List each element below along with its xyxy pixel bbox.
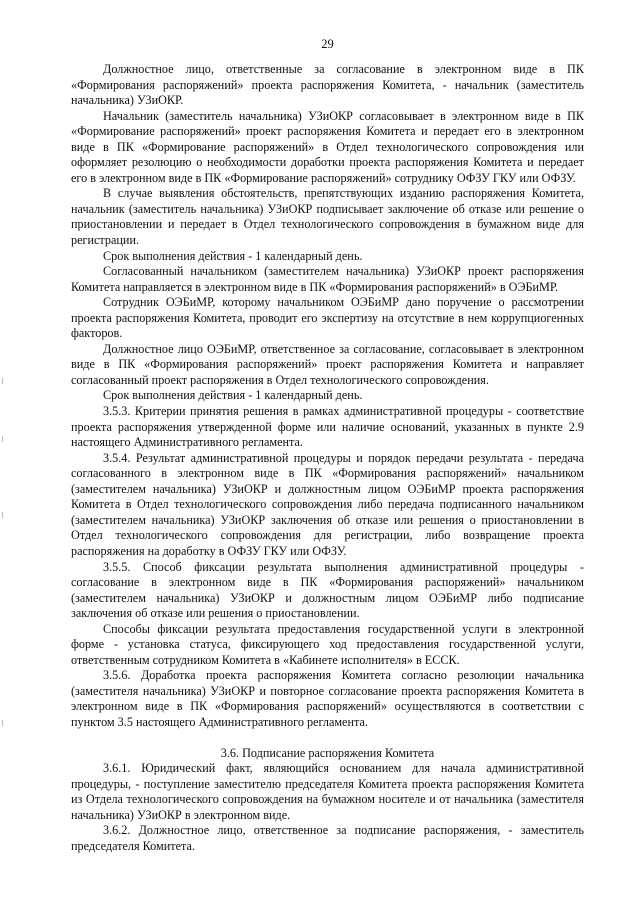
paragraph-fixation-electronic: Способы фиксации результата предоставления государственной услуги в электронной форме - установка статуса, фиксирующего ход предоставления государственной услуги, ответственным сотрудником Комитета в «Кабинете исполнителя» в ЕССК. bbox=[71, 621, 584, 667]
paragraph-deadline-1: Срок выполнения действия - 1 календарный день. bbox=[103, 248, 363, 263]
paragraph-responsible-approval: Должностное лицо, ответственные за согласование в электронном виде в ПК «Формирования распоряжений» проекта распоряжения Комитета, - начальник (заместитель начальника) УЗиОКР. bbox=[71, 62, 584, 108]
scan-edge-marks bbox=[0, 0, 6, 905]
paragraph-3-5-3: 3.5.3. Критерии принятия решения в рамках административной процедуры - соответствие проекта распоряжения утвержденной форме или наличие оснований, указанных в пункте 2.9 настоящего Административного регламента. bbox=[71, 404, 584, 450]
paragraph-oebimr-expertise: Сотрудник ОЭБиМР, которому начальником ОЭБиМР дано поручение о рассмотрении проекта распоряжения Комитета, проводит его экспертизу на отсутствие в нем коррупциогенных факторов. bbox=[71, 295, 584, 341]
document-body bbox=[71, 62, 584, 854]
paragraph-3-5-6: 3.5.6. Доработка проекта распоряжения Комитета согласно резолюции начальника (заместителя начальника) УЗиОКР и повторное согласование проекта распоряжения Комитета в электронном виде в ПК «Формирования распоряжений» осуществляются в соответствии с пунктом 3.5 настоящего Административного регламента. bbox=[71, 668, 584, 729]
paragraph-oebimr-approval: Должностное лицо ОЭБиМР, ответственное за согласование, согласовывает в электронном виде в ПК «Формирования распоряжений» проект распоряжения Комитета и направляет согласованный проект распоряжения в Отдел технологического сопровождения. bbox=[71, 341, 584, 387]
paragraph-3-6-1: 3.6.1. Юридический факт, являющийся основанием для начала административной процедуры, - поступление заместителю председателя Комитета проекта распоряжения Комитета из Отдела технологического сопровождения на бумажном носителе и от начальника (заместителя начальника) УЗиОКР в электронном виде. bbox=[71, 761, 584, 822]
section-heading-3-6: 3.6. Подписание распоряжения Комитета bbox=[220, 745, 435, 760]
paragraph-head-approves: Начальник (заместитель начальника) УЗиОКР согласовывает в электронном виде в ПК «Формирование распоряжений» проект распоряжения Комитета и передает его в электронном виде в ПК «Формирование распоряжений» в Отдел технологического сопровождения или оформляет резолюцию о необходимости доработки проекта распоряжения Комитета и передает его в электронном виде в ПК «Формирование распоряжений» сотруднику ОФЗУ ГКУ или ОФЗУ. bbox=[71, 108, 584, 185]
paragraph-3-5-5: 3.5.5. Способ фиксации результата выполнения административной процедуры - согласование в электронном виде в ПК «Формирования распоряжений» начальником (заместителем начальника) УЗиОКР и должностным лицом ОЭБиМР либо подписание заключения об отказе или решения о приостановлении. bbox=[71, 559, 584, 621]
paragraph-sent-to-oebimr: Согласованный начальником (заместителем начальника) УЗиОКР проект распоряжения Комитета направляется в электронном виде в ПК «Формирования распоряжений» в ОЭБиМР. bbox=[71, 264, 584, 294]
page-number: 29 bbox=[321, 37, 334, 51]
paragraph-3-6-2: 3.6.2. Должностное лицо, ответственное за подписание распоряжения, - заместитель председателя Комитета. bbox=[71, 823, 584, 853]
paragraph-3-5-4: 3.5.4. Результат административной процедуры и порядок передачи результата - передача согласованного в электронном виде в ПК «Формирования распоряжений» начальником (заместителем начальника) УЗиОКР и должностным лицом ОЭБиМР проекта распоряжения Комитета в Отдел технологического сопровождения либо передача подписанного начальником (заместителем начальника) УЗиОКР заключения об отказе или решения о приостановлении в Отдел технологического сопровождения для регистрации, либо возвращение проекта распоряжения на доработку в ОФЗУ ГКУ или ОФЗУ. bbox=[71, 450, 584, 558]
paragraph-refusal-case: В случае выявления обстоятельств, препятствующих изданию распоряжения Комитета, начальник (заместитель начальника) УЗиОКР подписывает заключение об отказе или решение о приостановлении и передает в Отдел технологического сопровождения в бумажном виде для регистрации. bbox=[71, 186, 584, 248]
paragraph-deadline-2: Срок выполнения действия - 1 календарный день. bbox=[103, 388, 363, 403]
